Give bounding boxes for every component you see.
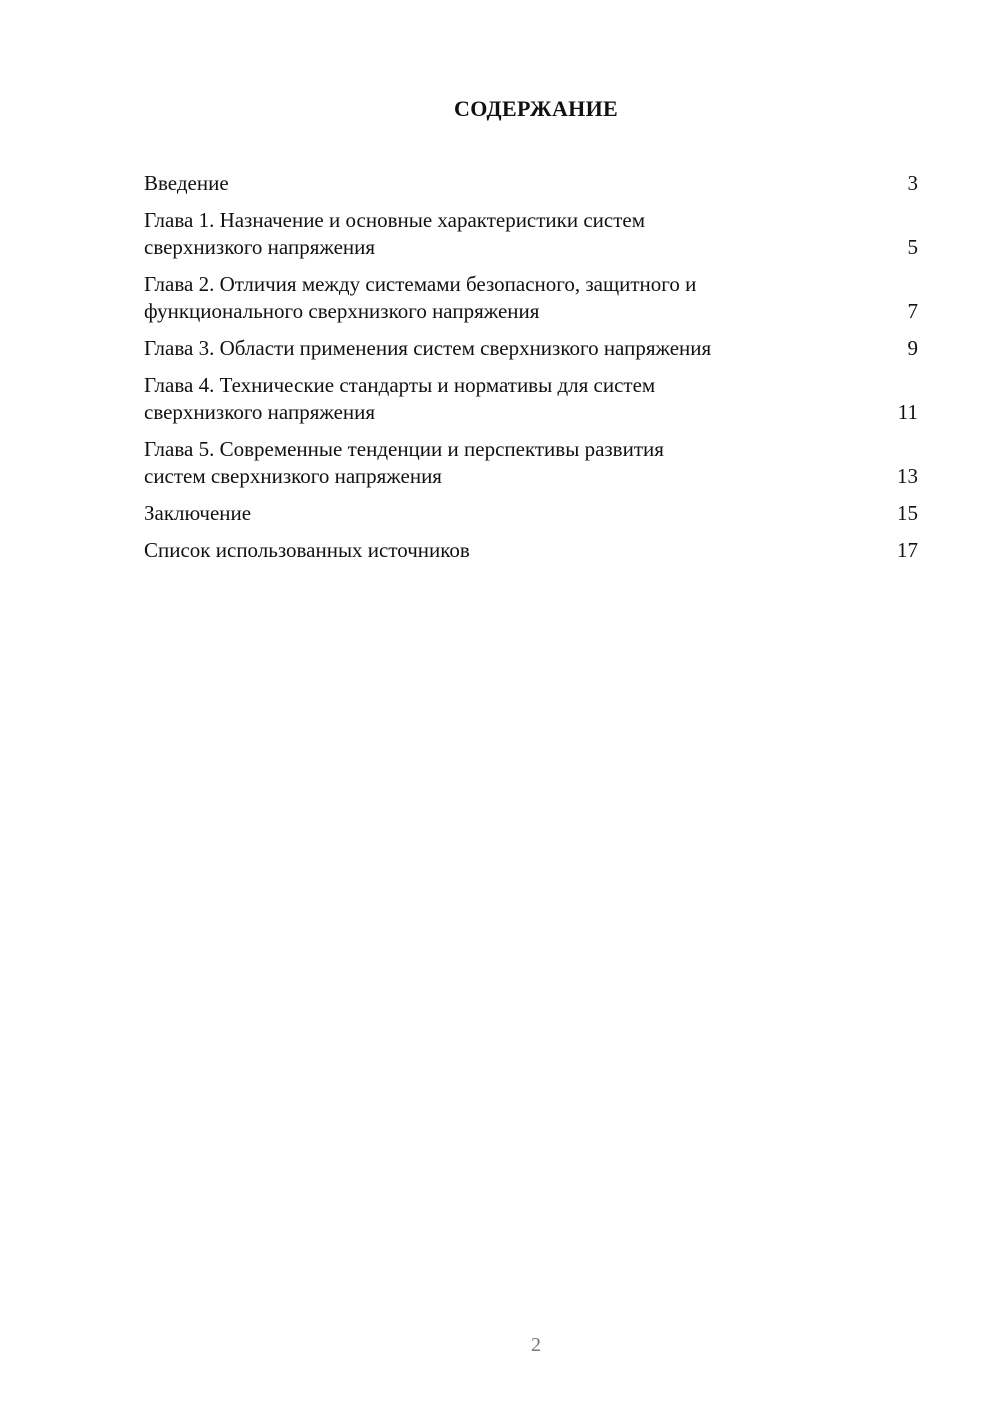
table-of-contents (144, 170, 918, 574)
toc-entry-line: функционального сверхнизкого напряжения (144, 299, 540, 323)
toc-entry-text (144, 436, 834, 490)
toc-entry-text (144, 271, 834, 325)
toc-entry-page: 3 (907, 171, 918, 195)
toc-entry-chapter-2[interactable] (144, 271, 918, 325)
toc-entry-line: Глава 1. Назначение и основные характеристики систем (144, 208, 646, 232)
toc-entry-page: 7 (907, 299, 918, 323)
toc-entry-text (144, 537, 834, 564)
toc-entry-line: Глава 2. Отличия между системами безопасного, защитного и (144, 272, 697, 296)
toc-entry-line: Введение (144, 171, 229, 195)
toc-entry-page: 5 (907, 235, 918, 259)
toc-entry-references[interactable] (144, 537, 918, 564)
toc-entry-page: 17 (897, 538, 918, 562)
toc-entry-line: сверхнизкого напряжения (144, 235, 376, 259)
toc-entry-conclusion[interactable] (144, 500, 918, 527)
toc-entry-chapter-3[interactable] (144, 335, 918, 362)
toc-entry-line: Заключение (144, 501, 252, 525)
toc-title: СОДЕРЖАНИЕ (454, 96, 618, 121)
page-number: 2 (531, 1334, 541, 1356)
toc-entry-text (144, 372, 834, 426)
toc-entry-line: Список использованных источников (144, 538, 470, 562)
toc-entry-line: Глава 5. Современные тенденции и перспективы развития (144, 437, 664, 461)
toc-entry-text (144, 170, 834, 197)
toc-entry-text (144, 207, 834, 261)
toc-entry-chapter-5[interactable] (144, 436, 918, 490)
toc-entry-chapter-4[interactable] (144, 372, 918, 426)
toc-entry-page: 13 (897, 464, 918, 488)
toc-entry-page: 15 (897, 501, 918, 525)
toc-entry-line: систем сверхнизкого напряжения (144, 464, 442, 488)
toc-entry-line: Глава 4. Технические стандарты и нормативы для систем (144, 373, 656, 397)
toc-entry-text (144, 500, 834, 527)
toc-entry-line: Глава 3. Области применения систем сверхнизкого напряжения (144, 336, 712, 360)
toc-entry-introduction[interactable] (144, 170, 918, 197)
toc-entry-line: сверхнизкого напряжения (144, 400, 376, 424)
toc-entry-text (144, 335, 834, 362)
toc-entry-chapter-1[interactable] (144, 207, 918, 261)
toc-entry-page: 9 (907, 336, 918, 360)
toc-entry-page: 11 (897, 400, 918, 424)
